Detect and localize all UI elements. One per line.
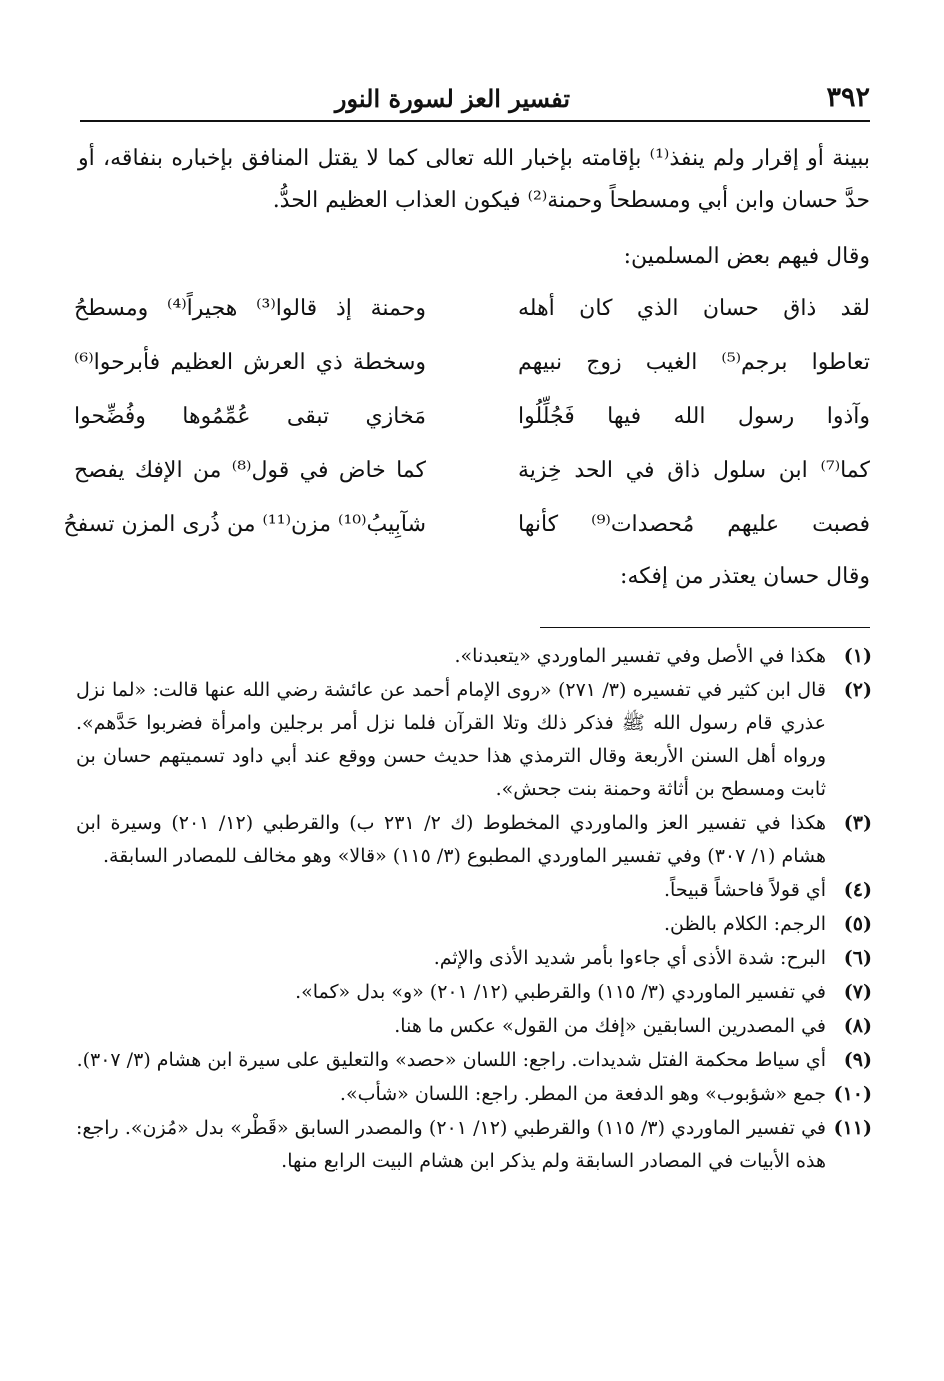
verse	[74, 350, 870, 404]
footnote	[76, 1010, 872, 1043]
footnote	[76, 1112, 872, 1178]
verse-ajuz: شآبِيبُ⁽¹⁰⁾ مزن⁽¹¹⁾ من ذُرى المزن تسفحُ	[63, 512, 426, 537]
main-paragraph	[78, 138, 870, 222]
footnote-text: أي سياط محكمة الفتل شديدات. راجع: اللسان «حصد» والتعليق على سيرة ابن هشام (٣/ ٣٠٧).	[76, 1049, 826, 1071]
verse-sadr: لقد ذاق حسان الذي كان أهله	[518, 296, 870, 321]
footnote-text: هكذا في تفسير العز والماوردي المخطوط (ك ٢/ ٢٣١ ب) والقرطبي (١٢/ ٢٠١) وسيرة ابن هشام (١/ ٣٠٧) وفي تفسير الماوردي المطبوع (٣/ ١١٥) «قالا» وهو مخالف للمصادر السابقة.	[76, 812, 826, 867]
verse-sadr: وآذوا رسول الله فيها فَجُلِّلُوا	[518, 404, 870, 429]
page-header	[80, 80, 870, 120]
footnote-number: (٤)	[843, 879, 872, 901]
footnote	[76, 807, 872, 873]
footnote-number: (٣)	[843, 812, 872, 834]
verse-ajuz: مَخازي تبقى عُمِّمُوها وفُضِّحوا	[74, 404, 426, 429]
page-number: ٣٩٢	[826, 82, 870, 113]
header-rule	[80, 120, 870, 122]
footnote-number: (١٠)	[833, 1083, 872, 1105]
footnote-number: (٢)	[843, 679, 872, 701]
footnote-number: (٥)	[843, 913, 872, 935]
verse	[74, 296, 870, 350]
verse-sadr: فصبت عليهم مُحصدات⁽⁹⁾ كأنها	[518, 512, 870, 537]
footnote	[76, 942, 872, 975]
verse-ajuz: وسخطة ذي العرش العظيم فأبرحوا⁽⁶⁾	[74, 350, 426, 375]
verse	[63, 512, 870, 566]
footnote-text: البرح: شدة الأذى أي جاءوا بأمر شديد الأذى والإثم.	[433, 947, 826, 969]
running-title: تفسير العز لسورة النور	[334, 84, 570, 113]
footnote	[76, 1078, 872, 1111]
poem-1	[63, 296, 871, 566]
footnote	[76, 640, 872, 673]
footnote	[76, 1044, 872, 1077]
footnote-rule	[540, 627, 870, 628]
footnote-text: أي قولاً فاحشاً قبيحاً.	[663, 879, 826, 901]
footnote-number: (٩)	[843, 1049, 872, 1071]
verse	[74, 458, 870, 512]
poem-intro-1: وقال فيهم بعض المسلمين:	[623, 244, 870, 269]
verse-sadr: تعاطوا برجم⁽⁵⁾ الغيب زوج نبيهم	[518, 350, 871, 375]
verse	[74, 404, 870, 458]
footnote-number: (٧)	[843, 981, 872, 1003]
paragraph-text: ببينة أو إقرار ولم ينفذ⁽¹⁾ بإقامته بإخبار الله تعالى كما لا يقتل المنافق بإخباره بنفاقه، أو حدَّ حسان وابن أبي ومسطحاً وحمنة⁽²⁾ فيكون العذاب العظيم الحدُّ.	[78, 146, 870, 213]
footnote-text: الرجم: الكلام بالظن.	[663, 913, 826, 935]
poem-intro-2: وقال حسان يعتذر من إفكه:	[620, 564, 870, 589]
footnote	[76, 908, 872, 941]
footnote-number: (٦)	[843, 947, 872, 969]
footnote-text: هكذا في الأصل وفي تفسير الماوردي «يتعبدنا».	[454, 645, 826, 667]
footnote-number: (٨)	[843, 1015, 872, 1037]
footnote	[76, 874, 872, 907]
footnote-number: (١)	[843, 645, 872, 667]
footnote	[76, 674, 872, 806]
footnotes	[76, 640, 872, 1179]
footnote-number: (١١)	[833, 1117, 872, 1139]
footnote-text: في تفسير الماوردي (٣/ ١١٥) والقرطبي (١٢/ ٢٠١) «و» بدل «كما».	[295, 981, 826, 1003]
footnote-text: في المصدرين السابقين «إفك من القول» عكس ما هنا.	[394, 1015, 826, 1037]
verse-sadr: كما⁽⁷⁾ ابن سلول ذاق في الحد خِزية	[518, 458, 870, 483]
footnote-text: قال ابن كثير في تفسيره (٣/ ٢٧١) «روى الإمام أحمد عن عائشة رضي الله عنها قالت: «لما نزل عذري قام رسول الله ﷺ فذكر ذلك وتلا القرآن فلما نزل أمر برجلين وامرأة فضربوا حَدَّهم». ورواه أهل السنن الأربعة وقال الترمذي هذا حديث حسن ووقع عند أبي داود تسميتهم حسان بن ثابت ومسطح بن أثاثة وحمنة بنت جحش».	[76, 679, 826, 800]
footnote-text: في تفسير الماوردي (٣/ ١١٥) والقرطبي (١٢/ ٢٠١) والمصدر السابق «قَطْر» بدل «مُزن». راجع: هذه الأبيات في المصادر السابقة ولم يذكر ابن هشام البيت الرابع منها.	[76, 1117, 826, 1172]
verse-ajuz: كما خاض في قول⁽⁸⁾ من الإفك يفصح	[74, 458, 426, 483]
footnote-text: جمع «شؤبوب» وهو الدفعة من المطر. راجع: اللسان «شأب».	[339, 1083, 826, 1105]
footnote	[76, 976, 872, 1009]
verse-ajuz: وحمنة إذ قالوا⁽³⁾ هجيراً⁽⁴⁾ ومسطحُ	[74, 296, 426, 321]
